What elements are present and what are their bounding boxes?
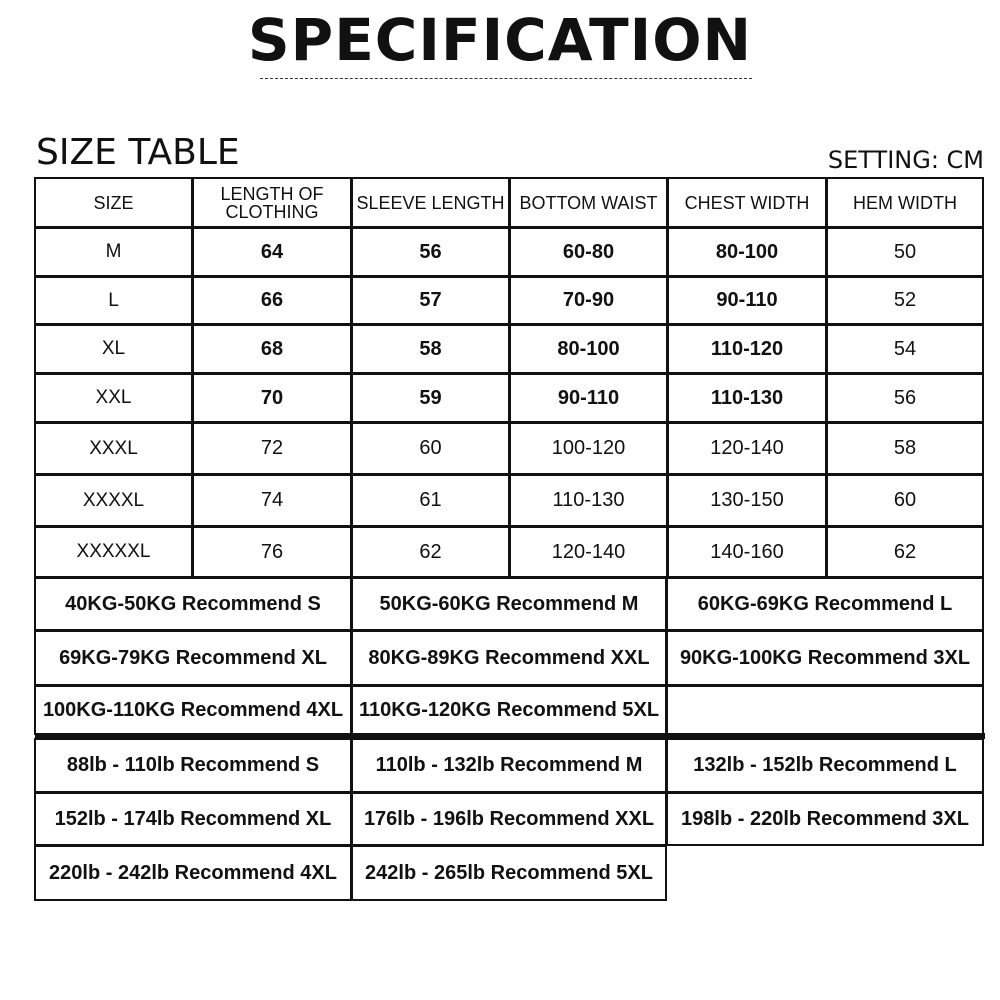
table-cell: 100-120 — [509, 422, 668, 475]
table-cell: 90-110 — [667, 276, 827, 325]
lb-recommendation: 242lb - 265lb Recommend 5XL — [351, 845, 667, 901]
table-cell: 76 — [192, 526, 352, 578]
table-cell: 80-100 — [509, 324, 668, 374]
kg-recommendation: 100KG-110KG Recommend 4XL — [34, 685, 352, 735]
table-cell: 64 — [192, 227, 352, 277]
table-cell: 50 — [826, 227, 984, 277]
table-cell: 59 — [351, 373, 510, 423]
header-size: SIZE — [34, 177, 193, 228]
table-cell: 68 — [192, 324, 352, 374]
title-divider — [260, 78, 752, 79]
lb-recommendation: 110lb - 132lb Recommend M — [351, 738, 667, 793]
table-cell: XL — [34, 324, 193, 374]
lb-recommendation: 132lb - 152lb Recommend L — [666, 738, 984, 793]
table-cell: 72 — [192, 422, 352, 475]
table-cell: 60 — [351, 422, 510, 475]
kg-recommendation: 60KG-69KG Recommend L — [666, 577, 984, 631]
unit-setting: SETTING: CM — [827, 146, 984, 174]
lb-recommendation: 198lb - 220lb Recommend 3XL — [666, 792, 984, 846]
table-cell: M — [34, 227, 193, 277]
table-cell: XXL — [34, 373, 193, 423]
table-cell: 58 — [826, 422, 984, 475]
table-cell: 60-80 — [509, 227, 668, 277]
table-cell: 61 — [351, 474, 510, 527]
header-chest: CHEST WIDTH — [667, 177, 827, 228]
table-cell: 140-160 — [667, 526, 827, 578]
kg-recommendation: 110KG-120KG Recommend 5XL — [351, 685, 667, 735]
lb-recommendation: 176lb - 196lb Recommend XXL — [351, 792, 667, 846]
table-cell: 90-110 — [509, 373, 668, 423]
kg-recommendation: 90KG-100KG Recommend 3XL — [666, 630, 984, 686]
table-cell: XXXXXL — [34, 526, 193, 578]
table-cell: 62 — [826, 526, 984, 578]
table-cell: 110-130 — [667, 373, 827, 423]
table-cell: 58 — [351, 324, 510, 374]
table-cell: 110-120 — [667, 324, 827, 374]
table-cell: 70 — [192, 373, 352, 423]
table-cell: L — [34, 276, 193, 325]
header-sleeve: SLEEVE LENGTH — [351, 177, 510, 228]
table-cell: 66 — [192, 276, 352, 325]
table-cell: 74 — [192, 474, 352, 527]
header-waist: BOTTOM WAIST — [509, 177, 668, 228]
lb-recommendation: 152lb - 174lb Recommend XL — [34, 792, 352, 846]
header-hem: HEM WIDTH — [826, 177, 984, 228]
table-cell: 110-130 — [509, 474, 668, 527]
table-cell: 57 — [351, 276, 510, 325]
table-cell: XXXL — [34, 422, 193, 475]
lb-recommendation: 220lb - 242lb Recommend 4XL — [34, 845, 352, 901]
table-cell: XXXXL — [34, 474, 193, 527]
table-cell: 80-100 — [667, 227, 827, 277]
table-cell: 52 — [826, 276, 984, 325]
kg-recommendation: 69KG-79KG Recommend XL — [34, 630, 352, 686]
table-cell: 60 — [826, 474, 984, 527]
lb-recommendation: 88lb - 110lb Recommend S — [34, 738, 352, 793]
kg-recommendation: 50KG-60KG Recommend M — [351, 577, 667, 631]
table-cell: 56 — [826, 373, 984, 423]
empty-cell — [666, 685, 984, 735]
kg-recommendation: 40KG-50KG Recommend S — [34, 577, 352, 631]
table-cell: 54 — [826, 324, 984, 374]
size-table-title: SIZE TABLE — [36, 132, 240, 173]
page-title: SPECIFICATION — [247, 6, 753, 74]
table-cell: 120-140 — [509, 526, 668, 578]
table-cell: 120-140 — [667, 422, 827, 475]
kg-recommendation: 80KG-89KG Recommend XXL — [351, 630, 667, 686]
table-cell: 70-90 — [509, 276, 668, 325]
table-cell: 130-150 — [667, 474, 827, 527]
table-cell: 62 — [351, 526, 510, 578]
table-cell: 56 — [351, 227, 510, 277]
header-length: LENGTH OF CLOTHING — [192, 177, 352, 228]
